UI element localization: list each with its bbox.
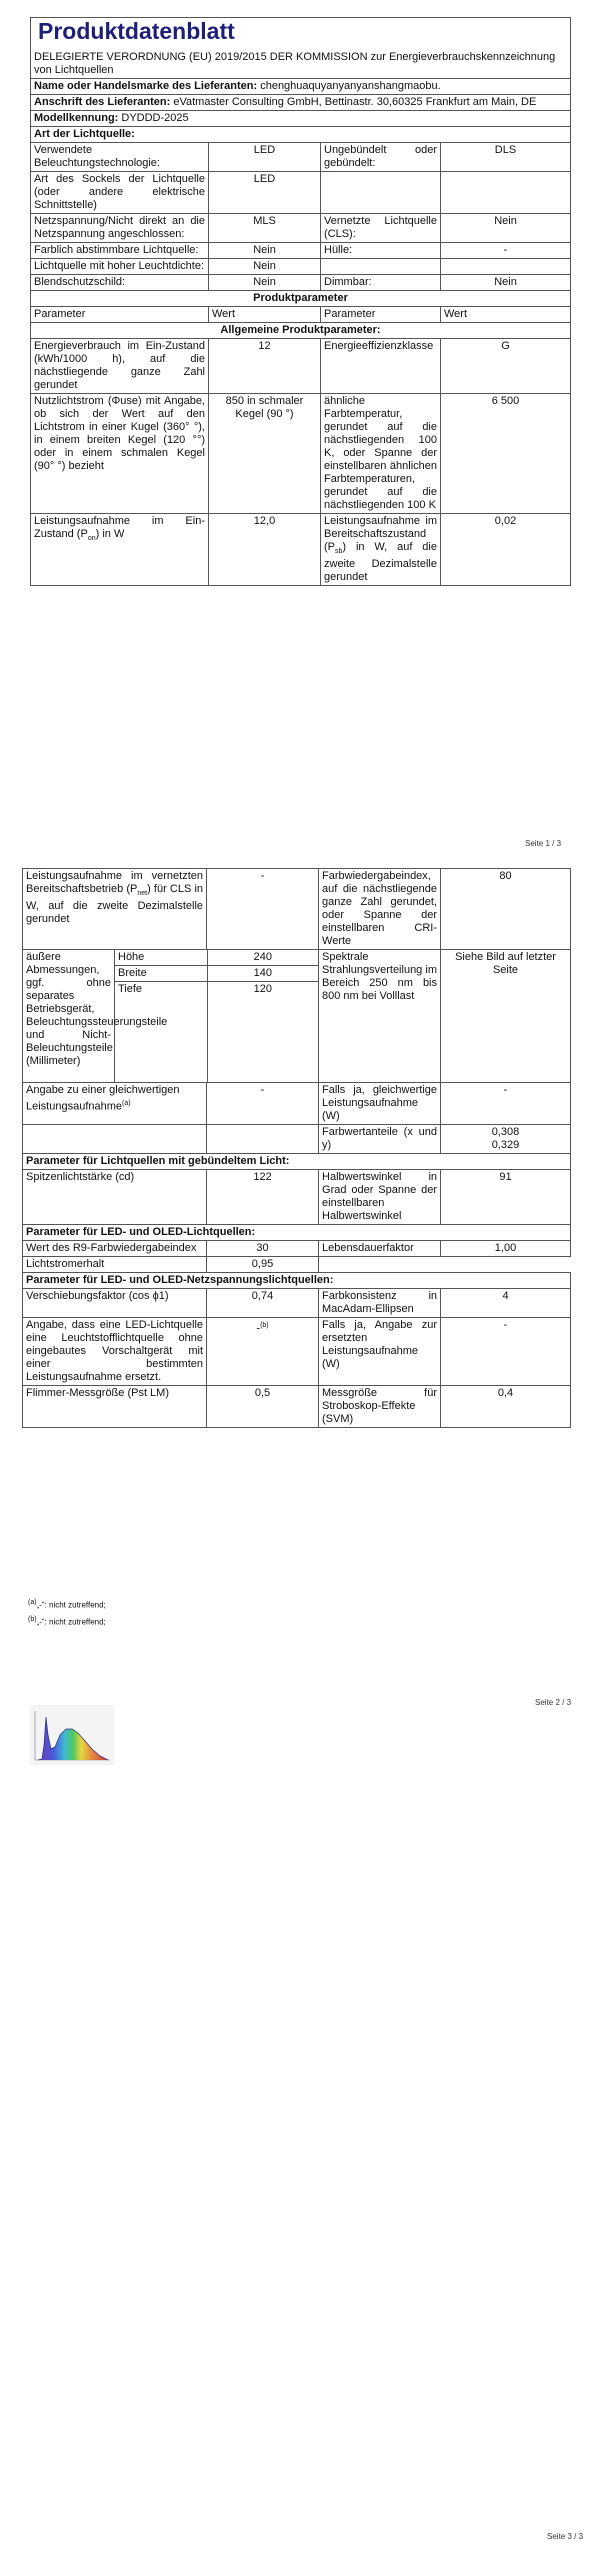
cell-value: Nein xyxy=(441,213,571,242)
datasheet-table-page1 xyxy=(30,17,571,586)
params-column-headers xyxy=(31,306,571,322)
model-label: Modellkennung: xyxy=(34,111,119,124)
cell-value: Nein xyxy=(209,242,321,258)
cell-label: ähnliche Farbtemperatur, gerundet auf die nächstliegenden 100 K, oder Spanne der einstellbaren ähnlichen Farbtemperaturen, gerundet auf die nächstliegenden 100 K xyxy=(321,393,441,513)
supplier-name: chenghuaquyanyanyanshangmaobu. xyxy=(260,79,441,92)
cell-label: Lichtquelle mit hoher Leuchtdichte: xyxy=(31,258,209,274)
spectral-distribution-graphic xyxy=(30,1705,114,1765)
cell-label: Art des Sockels der Lichtquelle (oder andere elektrische Schnittstelle) xyxy=(31,171,209,213)
cell-label: Flimmer-Messgröße (Pst LM) xyxy=(23,1385,207,1427)
cell-value: G xyxy=(441,338,571,393)
cell-value: - xyxy=(207,869,319,950)
param-row-r9 xyxy=(23,1240,571,1256)
cell-label: Angabe, dass eine LED-Lichtquelle eine Leuchtstofflichtquelle ohne eingebautes Vorschaltgerät mit einer bestimmten Leistungsaufnahme ersetzt. xyxy=(23,1317,207,1385)
cell-label: Nutzlichtstrom (Φuse) mit Angabe, ob sich der Wert auf den Lichtstrom in einer Kugel (360° °), in einem breiten Kegel (120 °°) oder in einem schmalen Kegel (90° °) bezieht xyxy=(31,393,209,513)
cell-value: LED xyxy=(209,171,321,213)
supplier-name-row xyxy=(31,78,571,94)
spectrum-image xyxy=(30,1705,114,1765)
page-number-3: Seite 3 / 3 xyxy=(547,2532,584,2541)
cell-empty xyxy=(207,1124,319,1153)
type-row-4 xyxy=(31,242,571,258)
cell-label: Lebensdauerfaktor xyxy=(319,1240,441,1256)
cell-value: 12 xyxy=(209,338,321,393)
cell-value: 4 xyxy=(441,1288,571,1317)
cell-label: Angabe zu einer gleichwertigen Leistungsaufnahme$^{(a)}$ xyxy=(23,1082,207,1124)
param-row-peak-intensity xyxy=(23,1169,571,1224)
param-row-3 xyxy=(31,513,571,585)
cell-value: Nein xyxy=(209,258,321,274)
cell-value: Nein xyxy=(209,274,321,290)
dim-value: 140 xyxy=(207,966,318,982)
cell-value xyxy=(441,258,571,274)
type-row-1 xyxy=(31,142,571,171)
param-row-fluorescent-replacement xyxy=(23,1317,571,1385)
cell-value: Nein xyxy=(441,274,571,290)
param-row-dimensions xyxy=(23,950,571,1083)
param-row-standby-net xyxy=(23,869,571,950)
general-params-header: Allgemeine Produktparameter: xyxy=(31,322,571,338)
cell-label: Energieeffizienzklasse xyxy=(321,338,441,393)
cell-label xyxy=(321,258,441,274)
cell-label: Farbwiedergabeindex, auf die nächstliegende ganze Zahl gerundet, oder Spanne der einstellbaren CRI-Werte xyxy=(319,869,441,950)
cell-value: 6 500 xyxy=(441,393,571,513)
type-row-3 xyxy=(31,213,571,242)
cell-label: Vernetzte Lichtquelle (CLS): xyxy=(321,213,441,242)
cell-value: 0,95 xyxy=(207,1256,319,1272)
footnote-a: $^{(a)}$„-“: nicht zutreffend; xyxy=(28,1599,106,1610)
cell-label: Farblich abstimmbare Lichtquelle: xyxy=(31,242,209,258)
cell-value: 1,00 xyxy=(441,1240,571,1256)
cell-value: 91 xyxy=(441,1169,571,1224)
col-header-value: Wert xyxy=(441,306,571,322)
regulation-text: DELEGIERTE VERORDNUNG (EU) 2019/2015 DER KOMMISSION zur Energieverbrauchskennzeichnung von Lichtquellen xyxy=(31,50,571,79)
dim-label: Höhe xyxy=(115,950,207,966)
cell-label: Ungebündelt oder gebündelt: xyxy=(321,142,441,171)
cell-label: Halbwertswinkel in Grad oder Spanne der einstellbaren Halbwertswinkel xyxy=(319,1169,441,1224)
cell-label: Verwendete Beleuchtungstechnologie: xyxy=(31,142,209,171)
supplier-address-row xyxy=(31,94,571,110)
col-header-param: Parameter xyxy=(321,306,441,322)
led-section-header: Parameter für LED- und OLED-Lichtquellen: xyxy=(23,1224,571,1240)
cell-label: Spektrale Strahlungsverteilung im Bereich 250 nm bis 800 nm bei Volllast xyxy=(319,950,441,1083)
cell-label: Hülle: xyxy=(321,242,441,258)
cell-label: Leistungsaufnahme im vernetzten Bereitschaftsbetrieb $(P_{net})$ für CLS in W, auf die zweite Dezimalstelle gerundet xyxy=(23,869,207,950)
supplier-name-label: Name oder Handelsmarke des Lieferanten: xyxy=(34,79,258,92)
cell-label: Dimmbar: xyxy=(321,274,441,290)
model-row xyxy=(31,110,571,126)
col-header-param: Parameter xyxy=(31,306,209,322)
cell-label: Verschiebungsfaktor (cos ϕ1) xyxy=(23,1288,207,1317)
cell-value xyxy=(441,171,571,213)
cell-label: Farbwertanteile (x und y) xyxy=(319,1124,441,1153)
cell-value: 0,4 xyxy=(441,1385,571,1427)
title-spacer xyxy=(31,18,571,50)
cell-value: 80 xyxy=(441,869,571,950)
cell-empty xyxy=(319,1256,441,1272)
mains-section-header: Parameter für LED- und OLED-Netzspannungslichtquellen: xyxy=(23,1272,571,1288)
cell-label: Energieverbrauch im Ein-Zustand (kWh/1000 h), auf die nächstliegende ganze Zahl gerundet xyxy=(31,338,209,393)
cell-value: Siehe Bild auf letzter Seite xyxy=(441,950,571,1083)
dim-label: Tiefe xyxy=(115,982,207,1082)
cell-label: Netzspannung/Nicht direkt an die Netzspannung angeschlossen: xyxy=(31,213,209,242)
page-number-2: Seite 2 / 3 xyxy=(535,1698,572,1707)
cell-value: -$^{(b)}$ xyxy=(207,1317,319,1385)
param-row-equivalent-power xyxy=(23,1082,571,1124)
dim-label: Breite xyxy=(115,966,207,982)
cell-label: Leistungsaufnahme im Bereitschaftszustand $(P_{sb})$ in W, auf die zweite Dezimalstelle gerundet xyxy=(321,513,441,585)
dim-value: 240 xyxy=(207,950,318,966)
cell-value: 12,0 xyxy=(209,513,321,585)
cell-empty xyxy=(441,1256,571,1272)
param-row-chromaticity xyxy=(23,1124,571,1153)
param-row-flicker xyxy=(23,1385,571,1427)
params-header: Produktparameter xyxy=(31,290,571,306)
supplier-address: eVatmaster Consulting GmbH, Bettinastr. 30,60325 Frankfurt am Main, DE xyxy=(173,95,537,108)
cell-label: Farbkonsistenz in MacAdam-Ellipsen xyxy=(319,1288,441,1317)
param-row-lumen-maintenance xyxy=(23,1256,571,1272)
page-title: Produktdatenblatt xyxy=(38,18,235,44)
cell-value: 850 in schmaler Kegel (90 °) xyxy=(209,393,321,513)
page-number-1: Seite 1 / 3 xyxy=(525,839,562,848)
type-row-5 xyxy=(31,258,571,274)
param-row-displacement-factor xyxy=(23,1288,571,1317)
cell-value: - xyxy=(441,1317,571,1385)
directional-section-header: Parameter für Lichtquellen mit gebündeltem Licht: xyxy=(23,1153,571,1169)
cell-label: Falls ja, gleichwertige Leistungsaufnahme (W) xyxy=(319,1082,441,1124)
cell-value: 122 xyxy=(207,1169,319,1224)
cell-value: 0,5 xyxy=(207,1385,319,1427)
cell-value: DLS xyxy=(441,142,571,171)
cell-value: - xyxy=(441,1082,571,1124)
cell-value: - xyxy=(207,1082,319,1124)
cell-value: - xyxy=(441,242,571,258)
datasheet-table-page2 xyxy=(22,868,571,1428)
type-row-6 xyxy=(31,274,571,290)
cell-label: Blendschutzschild: xyxy=(31,274,209,290)
supplier-address-label: Anschrift des Lieferanten: xyxy=(34,95,171,108)
col-header-value: Wert xyxy=(209,306,321,322)
cell-label: Leistungsaufnahme im Ein-Zustand $(P_{on})$ in W xyxy=(31,513,209,585)
cell-value: 30 xyxy=(207,1240,319,1256)
cell-value: 0,74 xyxy=(207,1288,319,1317)
cell-label: Spitzenlichtstärke (cd) xyxy=(23,1169,207,1224)
dimensions-label: äußere Abmessungen, ggf. ohne separates Betriebsgerät, Beleuchtungssteuerungsteile und Nicht-Beleuchtungsteile (Millimeter) xyxy=(23,950,115,1083)
type-row-2 xyxy=(31,171,571,213)
footnote-b: $^{(b)}$„-“: nicht zutreffend; xyxy=(28,1616,106,1627)
cell-value: 0,02 xyxy=(441,513,571,585)
cell-label: Wert des R9-Farbwiedergabeindex xyxy=(23,1240,207,1256)
dim-value: 120 xyxy=(253,983,272,995)
param-row-1 xyxy=(31,338,571,393)
cell-label xyxy=(321,171,441,213)
cell-label: Messgröße für Stroboskop-Effekte (SVM) xyxy=(319,1385,441,1427)
cell-label: Falls ja, Angabe zur ersetzten Leistungsaufnahme (W) xyxy=(319,1317,441,1385)
param-row-2 xyxy=(31,393,571,513)
cell-value: MLS xyxy=(209,213,321,242)
type-section-header: Art der Lichtquelle: xyxy=(31,126,571,142)
cell-empty xyxy=(23,1124,207,1153)
cell-label: Lichtstromerhalt xyxy=(23,1256,207,1272)
cell-value: LED xyxy=(209,142,321,171)
model-id: DYDDD-2025 xyxy=(121,111,189,124)
cell-value: 0,308 0,329 xyxy=(441,1124,571,1153)
